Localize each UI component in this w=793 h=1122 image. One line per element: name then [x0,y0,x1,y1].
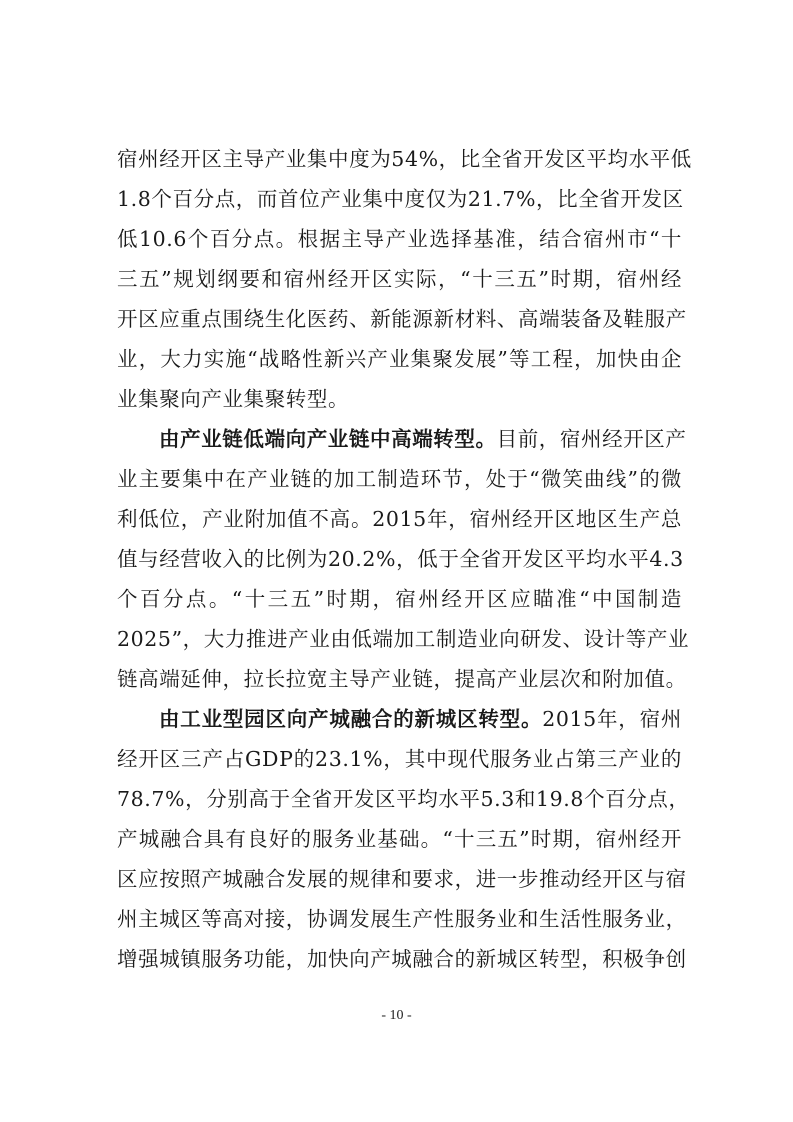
paragraph-line: 增强城镇服务功能，加快向产城融合的新城区转型，积极争创 [117,947,687,971]
page-number: - 10 - [381,1008,412,1023]
paragraph-text: 2015年，宿州 [542,707,682,731]
paragraph-first-line [159,419,687,459]
paragraph-line: 低10.6个百分点。根据主导产业选择基准，结合宿州市“十 [117,227,682,251]
paragraph-line: 宿州经开区主导产业集中度为54%，比全省开发区平均水平低 [117,147,692,171]
paragraph-line: 业集聚向产业集聚转型。 [117,387,350,411]
paragraph-text: 目前，宿州经开区产 [496,427,687,451]
paragraph-line: 三五”规划纲要和宿州经开区实际，“十三五”时期，宿州经 [117,267,682,291]
paragraph-line: 值与经营收入的比例为20.2%，低于全省开发区平均水平4.3 [117,547,684,571]
paragraph-line: 链高端延伸，拉长拉宽主导产业链，提高产业层次和附加值。 [117,667,687,691]
paragraph-first-line [159,699,682,739]
paragraph-line: 产城融合具有良好的服务业基础。“十三五”时期，宿州经开 [117,827,682,851]
paragraph-line: 经开区三产占GDP的23.1%，其中现代服务业占第三产业的 [117,747,682,771]
paragraph-line: 业，大力实施“战略性新兴产业集聚发展”等工程，加快由企 [117,347,682,371]
paragraph-line: 1.8个百分点，而首位产业集中度仅为21.7%，比全省开发区 [117,187,684,211]
paragraph-line: 开区应重点围绕生化医药、新能源新材料、高端装备及鞋服产 [117,307,687,331]
section-heading: 由工业型园区向产城融合的新城区转型。 [159,707,543,731]
paragraph-line: 州主城区等高对接，协调发展生产性服务业和生活性服务业， [117,907,687,931]
section-heading: 由产业链低端向产业链中高端转型。 [159,427,497,451]
paragraph-line: 区应按照产城融合发展的规律和要求，进一步推动经开区与宿 [117,867,687,891]
paragraph-line: 业主要集中在产业链的加工制造环节，处于“微笑曲线”的微 [117,467,682,491]
paragraph-line: 个百分点。“十三五”时期，宿州经开区应瞄准“中国制造 [117,587,682,611]
paragraph-line: 利低位，产业附加值不高。2015年，宿州经开区地区生产总 [117,507,682,531]
paragraph-line: 2025”，大力推进产业由低端加工制造业向研发、设计等产业 [117,627,690,651]
paragraph-line: 78.7%，分别高于全省开发区平均水平5.3和19.8个百分点， [117,787,690,811]
